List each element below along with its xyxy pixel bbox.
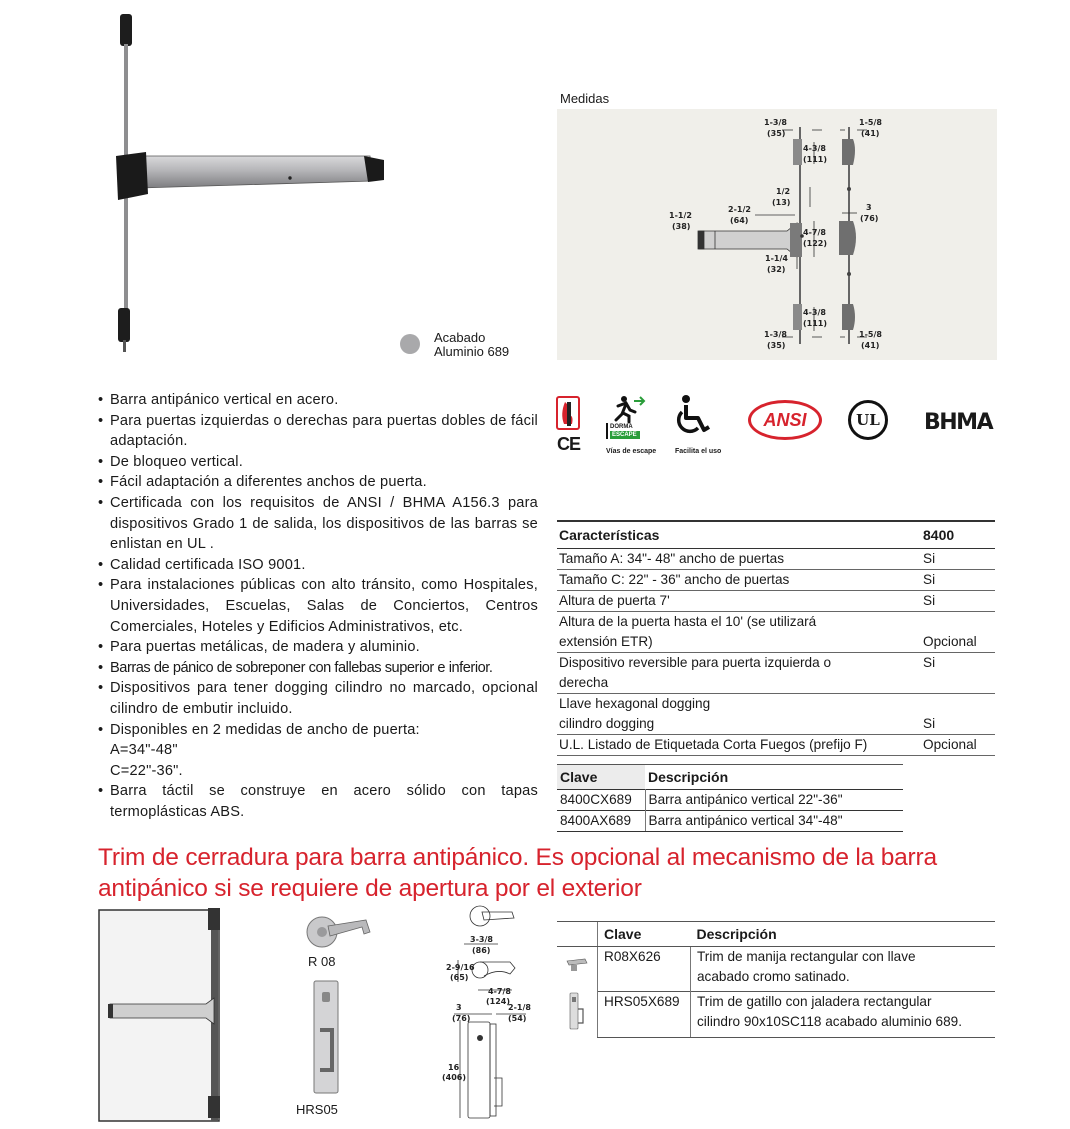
trim-dim-d4: 3 [456, 1003, 462, 1012]
ul-logo [848, 400, 888, 440]
svg-text:1-5/8 [859, 330, 882, 339]
dim-e1: 2-1/2 [728, 205, 751, 214]
product-photo [100, 10, 390, 360]
dim-b2: 1-5/8 [859, 330, 882, 339]
characteristics-table [557, 520, 995, 756]
top-latch [120, 14, 132, 46]
svg-text:(65) [450, 973, 468, 982]
table-row: Altura de la puerta hasta el 10' (se utilizará extensión ETR) Opcional [557, 612, 995, 653]
list-item: • Barra táctil se construye en acero sólido con tapas termoplásticas ABS. [98, 781, 538, 822]
svg-text:(38) [672, 222, 690, 231]
lever-thumbnail-icon [557, 947, 597, 1037]
svg-text:(35) [767, 129, 785, 138]
list-item: • Fácil adaptación a diferentes anchos de puerta. [98, 472, 538, 493]
ul-text: UL [856, 411, 880, 429]
dim-d1-mm: (13) [772, 198, 791, 207]
mechanism-case [116, 152, 148, 200]
svg-text:1/2 [776, 187, 790, 196]
dim-a2: 1-3/8 [764, 330, 787, 339]
dim-b1: 1-5/8 [859, 118, 882, 127]
trim-dim-d1-mm: (86) [472, 946, 491, 955]
table-row: U.L. Listado de Etiquetada Corta Fuegos (prefijo F) Opcional [557, 735, 995, 756]
trim-dim-d5: 2-1/8 [508, 1003, 531, 1012]
dim-a2-mm: (35) [767, 341, 786, 350]
r08-label: R 08 [308, 954, 336, 969]
dimensions-drawing [557, 109, 997, 360]
list-item: • Calidad certificada ISO 9001. [98, 555, 538, 576]
trim-dimensions-drawing [440, 902, 535, 1127]
table-row: HRS05X689 Trim de gatillo con jaladera rectangular cilindro 90x10SC118 acabado aluminio 689. [557, 992, 995, 1037]
finish-label-line2: Aluminio 689 [434, 344, 510, 359]
table-row: Tamaño A: 34"- 48" ancho de puertas Si [557, 549, 995, 570]
door-illustration [98, 908, 228, 1123]
svg-text:(111) [803, 319, 827, 328]
col-header-description: Descripción [691, 922, 996, 947]
svg-text:(41) [861, 129, 879, 138]
trim-dim-d6-mm: (406) [442, 1073, 467, 1082]
trim-dim-d5-mm: (54) [508, 1014, 527, 1023]
hrs05-label: HRS05 [296, 1102, 338, 1117]
codes-table [557, 764, 903, 832]
list-item: • Disponibles en 2 medidas de ancho de puerta: [98, 720, 538, 741]
list-item: • De bloqueo vertical. [98, 452, 538, 473]
list-item: • Para instalaciones públicas con alto tránsito, como Hospitales, Universidades, Escuelas, Salas de Conciertos, Centros Comerciales, Hoteles y Edificios Administrativos, etc. [98, 575, 538, 637]
ansi-logo [748, 400, 822, 440]
dim-h1: 4-7/8 [803, 228, 826, 237]
dim-c1: 4-3/8 [803, 144, 826, 153]
list-item-size-a: A=34"-48" [110, 742, 178, 759]
ce-mark: CE [557, 434, 581, 454]
svg-text:4-7/8 [488, 987, 511, 996]
col-header-key: Clave [557, 765, 645, 790]
hrs05-plate-photo [312, 980, 342, 1095]
dim-b2-mm: (41) [861, 341, 880, 350]
dim-c2-mm: (111) [803, 319, 828, 328]
dim-d1: 1/2 [776, 187, 791, 196]
col-header-key: Clave [598, 922, 691, 947]
exit-running-man-icon [608, 394, 648, 424]
dim-a1: 1-3/8 [764, 118, 787, 127]
svg-text:3 [456, 1003, 462, 1012]
table-row: 8400CX689 Barra antipánico vertical 22"-36" [557, 790, 903, 811]
trim-table [557, 921, 995, 1038]
dim-f1-mm: (38) [672, 222, 691, 231]
dim-g1-mm: (76) [860, 214, 879, 223]
table-row: 8400AX689 Barra antipánico vertical 34"-48" [557, 811, 903, 832]
list-item: • Para puertas izquierdas o derechas para puertas dobles de fácil adaptación. [98, 411, 538, 452]
bottom-latch [118, 308, 130, 342]
access-caption: Facilita el uso [675, 448, 722, 455]
r08-lever-photo [304, 910, 376, 954]
svg-text:4-3/8 [803, 308, 826, 317]
escape-sub: ESCAPE [610, 431, 640, 439]
dim-c1-mm: (111) [803, 155, 828, 164]
wheelchair-accessibility-icon [674, 394, 714, 438]
svg-text:1-3/8 [764, 118, 787, 127]
svg-text:1-1/4 [765, 254, 788, 263]
svg-text:(41) [861, 341, 879, 350]
table-row: Dispositivo reversible para puerta izquierda o derecha Si [557, 653, 995, 694]
list-item: • Barra antipánico vertical en acero. [98, 390, 538, 411]
trim-dim-d2: 2-9/16 [446, 963, 475, 972]
table-row: Altura de puerta 7' Si [557, 591, 995, 612]
bhma-logo: BHMA [924, 410, 993, 435]
dim-i1-mm: (32) [767, 265, 786, 274]
trim-dim-d3: 4-7/8 [488, 987, 511, 996]
svg-text:(76) [452, 1014, 470, 1023]
finish-label-line1: Acabado [434, 330, 486, 345]
list-item: • Para puertas metálicas, de madera y aluminio. [98, 637, 538, 658]
trim-dim-d6: 16 [448, 1063, 460, 1072]
list-item: • Certificada con los requisitos de ANSI / BHMA A156.3 para dispositivos Grado 1 de salida, los dispositivos de las barras se enlistan en UL . [98, 493, 538, 555]
svg-text:(64) [730, 216, 748, 225]
svg-text:1-1/2 [669, 211, 692, 220]
dim-c2: 4-3/8 [803, 308, 826, 317]
list-item: • Dispositivos para tener dogging cilindro no marcado, opcional cilindro de embutir incluido. [98, 678, 538, 719]
dim-i1: 1-1/4 [765, 254, 788, 263]
finish-label [434, 331, 509, 359]
trim-dim-d2-mm: (65) [450, 973, 469, 982]
dim-e1-mm: (64) [730, 216, 749, 225]
trim-dim-d1: 3-3/8 [470, 935, 493, 944]
svg-text:(76) [860, 214, 878, 223]
dim-f1: 1-1/2 [669, 211, 692, 220]
svg-text:(122) [803, 239, 827, 248]
svg-text:4-3/8 [803, 144, 826, 153]
dimensions-title: Medidas [560, 91, 610, 106]
svg-text:2-9/16 [446, 963, 475, 972]
svg-text:(13) [772, 198, 790, 207]
svg-text:(32) [767, 265, 785, 274]
feature-list [98, 390, 538, 822]
col-header-feature: Características [557, 521, 921, 549]
svg-text:(54) [508, 1014, 526, 1023]
fire-door-icon [556, 396, 582, 430]
svg-text:2-1/2 [728, 205, 751, 214]
svg-text:(35) [767, 341, 785, 350]
svg-text:3-3/8 [470, 935, 493, 944]
svg-text:3 [866, 203, 872, 212]
svg-text:(406) [442, 1073, 466, 1082]
svg-text:16 [448, 1063, 460, 1072]
trim-dim-d3-mm: (124) [486, 997, 511, 1006]
table-row: Llave hexagonal dogging cilindro dogging Si [557, 694, 995, 735]
trim-dim-d4-mm: (76) [452, 1014, 471, 1023]
svg-text:(86) [472, 946, 490, 955]
svg-text:(124) [486, 997, 510, 1006]
list-item-size-c: C=22"-36". [110, 762, 183, 779]
list-item: • Barras de pánico de sobreponer con fallebas superior e inferior. [98, 658, 538, 679]
push-bar [140, 156, 372, 188]
svg-text:4-7/8 [803, 228, 826, 237]
dim-g1: 3 [866, 203, 872, 212]
col-header-model: 8400 [921, 521, 995, 549]
escape-brand: DORMA [610, 424, 633, 430]
svg-text:1-5/8 [859, 118, 882, 127]
dim-h1-mm: (122) [803, 239, 828, 248]
certification-logos [556, 394, 1001, 464]
escape-caption: Vías de escape [606, 448, 657, 455]
finish-swatch [400, 334, 420, 354]
dim-a1-mm: (35) [767, 129, 786, 138]
table-row: Tamaño C: 22" - 36" ancho de puertas Si [557, 570, 995, 591]
table-row: R08X626 Trim de manija rectangular con llave acabado cromo satinado. [557, 947, 995, 992]
escape-badge [606, 423, 640, 439]
svg-text:(111) [803, 155, 827, 164]
dim-b1-mm: (41) [861, 129, 880, 138]
trim-heading: Trim de cerradura para barra antipánico. Es opcional al mecanismo de la barra antipánico si se requiere de apertura por el exterior [98, 844, 937, 902]
col-header-description: Descripción [645, 765, 903, 790]
svg-text:1-3/8 [764, 330, 787, 339]
svg-text:2-1/8 [508, 1003, 531, 1012]
ansi-text: ANSI [763, 410, 807, 430]
